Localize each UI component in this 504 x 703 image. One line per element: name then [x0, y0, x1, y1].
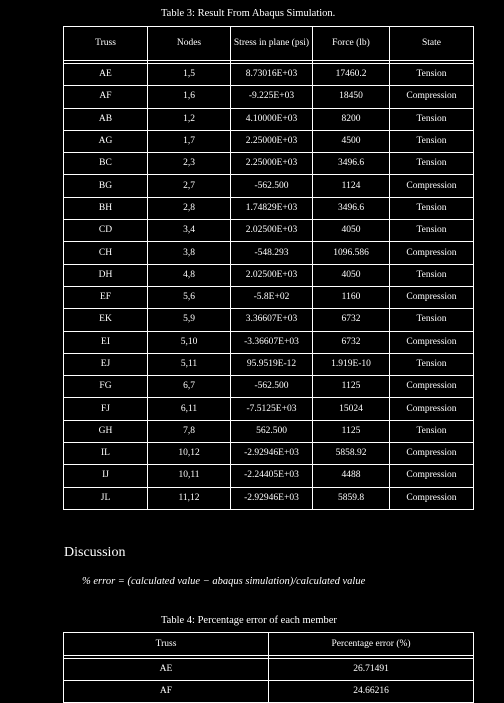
cell-nodes: 1,7 [148, 130, 231, 152]
cell-nodes: 2,3 [148, 153, 231, 175]
cell-state: Compression [390, 398, 474, 420]
table-row [64, 175, 474, 197]
cell-nodes: 3,8 [148, 242, 231, 264]
abaqus-results-table [63, 26, 474, 510]
cell-nodes: 1,5 [148, 64, 231, 86]
percent-error-formula: % error = (calculated value − abaqus simulation)/calculated value [82, 576, 366, 587]
cell-stress: 3.36607E+03 [231, 309, 313, 331]
cell-truss: DH [64, 264, 148, 286]
cell-force: 6732 [313, 331, 390, 353]
table-row [64, 681, 474, 703]
cell-truss: AE [64, 659, 269, 681]
percentage-error-table [63, 632, 474, 703]
cell-state: Tension [390, 153, 474, 175]
table-row [64, 465, 474, 487]
cell-truss: IJ [64, 465, 148, 487]
cell-force: 3496.6 [313, 153, 390, 175]
header-percentage-error: Percentage error (%) [269, 633, 474, 656]
cell-force: 6732 [313, 309, 390, 331]
cell-truss: BH [64, 197, 148, 219]
cell-force: 1125 [313, 376, 390, 398]
table-row [64, 86, 474, 108]
cell-truss: CH [64, 242, 148, 264]
cell-stress: 8.73016E+03 [231, 64, 313, 86]
cell-stress: 2.02500E+03 [231, 220, 313, 242]
cell-force: 4050 [313, 220, 390, 242]
cell-truss: IL [64, 443, 148, 465]
cell-stress: -7.5125E+03 [231, 398, 313, 420]
cell-percentage-error: 26.71491 [269, 659, 474, 681]
cell-truss: FJ [64, 398, 148, 420]
table-row [64, 353, 474, 375]
cell-force: 1.919E-10 [313, 353, 390, 375]
header-truss: Truss [64, 633, 269, 656]
table-row [64, 443, 474, 465]
cell-truss: JL [64, 487, 148, 509]
cell-state: Tension [390, 108, 474, 130]
table-row [64, 264, 474, 286]
cell-nodes: 5,6 [148, 286, 231, 308]
cell-stress: -5.8E+02 [231, 286, 313, 308]
cell-stress: 562.500 [231, 420, 313, 442]
cell-nodes: 6,11 [148, 398, 231, 420]
table-row [64, 420, 474, 442]
cell-force: 4488 [313, 465, 390, 487]
cell-stress: -562.500 [231, 175, 313, 197]
cell-force: 1096.586 [313, 242, 390, 264]
cell-state: Compression [390, 286, 474, 308]
table-row [64, 376, 474, 398]
cell-force: 3496.6 [313, 197, 390, 219]
cell-nodes: 6,7 [148, 376, 231, 398]
cell-stress: 2.25000E+03 [231, 153, 313, 175]
cell-nodes: 1,6 [148, 86, 231, 108]
cell-truss: FG [64, 376, 148, 398]
cell-state: Tension [390, 220, 474, 242]
cell-state: Tension [390, 130, 474, 152]
cell-state: Compression [390, 331, 474, 353]
cell-stress: 4.10000E+03 [231, 108, 313, 130]
table-row [64, 286, 474, 308]
cell-force: 8200 [313, 108, 390, 130]
table-row [64, 220, 474, 242]
table-row [64, 242, 474, 264]
table-row [64, 130, 474, 152]
table4-caption: Table 4: Percentage error of each member [161, 615, 337, 626]
cell-nodes: 2,7 [148, 175, 231, 197]
cell-force: 17460.2 [313, 64, 390, 86]
cell-truss: EJ [64, 353, 148, 375]
cell-stress: 1.74829E+03 [231, 197, 313, 219]
cell-state: Tension [390, 264, 474, 286]
cell-state: Compression [390, 86, 474, 108]
table-row [64, 398, 474, 420]
discussion-heading: Discussion [64, 545, 126, 560]
cell-force: 1160 [313, 286, 390, 308]
header-truss: Truss [64, 27, 148, 61]
cell-force: 5859.8 [313, 487, 390, 509]
cell-nodes: 11,12 [148, 487, 231, 509]
cell-state: Compression [390, 376, 474, 398]
header-state: State [390, 27, 474, 61]
cell-stress: -2.24405E+03 [231, 465, 313, 487]
cell-stress: 2.02500E+03 [231, 264, 313, 286]
cell-state: Tension [390, 420, 474, 442]
cell-truss: GH [64, 420, 148, 442]
cell-nodes: 5,11 [148, 353, 231, 375]
cell-nodes: 4,8 [148, 264, 231, 286]
cell-state: Compression [390, 175, 474, 197]
cell-stress: -2.92946E+03 [231, 443, 313, 465]
table-row [64, 197, 474, 219]
cell-state: Compression [390, 487, 474, 509]
cell-state: Tension [390, 197, 474, 219]
cell-nodes: 10,11 [148, 465, 231, 487]
cell-truss: EF [64, 286, 148, 308]
cell-truss: BG [64, 175, 148, 197]
cell-state: Tension [390, 353, 474, 375]
cell-force: 1124 [313, 175, 390, 197]
cell-stress: -548.293 [231, 242, 313, 264]
cell-truss: BC [64, 153, 148, 175]
table-row [64, 108, 474, 130]
table3-header-row [64, 27, 474, 61]
table4-header-row [64, 633, 474, 656]
cell-force: 4500 [313, 130, 390, 152]
cell-nodes: 5,10 [148, 331, 231, 353]
cell-stress: 2.25000E+03 [231, 130, 313, 152]
cell-truss: AF [64, 681, 269, 703]
table-row [64, 331, 474, 353]
cell-force: 5858.92 [313, 443, 390, 465]
header-force: Force (lb) [313, 27, 390, 61]
cell-nodes: 1,2 [148, 108, 231, 130]
table-row [64, 659, 474, 681]
cell-truss: EI [64, 331, 148, 353]
cell-truss: CD [64, 220, 148, 242]
cell-nodes: 7,8 [148, 420, 231, 442]
cell-nodes: 10,12 [148, 443, 231, 465]
cell-force: 18450 [313, 86, 390, 108]
cell-truss: AE [64, 64, 148, 86]
cell-force: 4050 [313, 264, 390, 286]
cell-state: Compression [390, 465, 474, 487]
table-row [64, 153, 474, 175]
table-row [64, 309, 474, 331]
cell-stress: -3.36607E+03 [231, 331, 313, 353]
cell-nodes: 5,9 [148, 309, 231, 331]
table3-caption: Table 3: Result From Abaqus Simulation. [161, 8, 336, 19]
header-stress: Stress in plane (psi) [231, 27, 313, 61]
cell-stress: -9.225E+03 [231, 86, 313, 108]
cell-truss: AB [64, 108, 148, 130]
cell-stress: -2.92946E+03 [231, 487, 313, 509]
cell-state: Tension [390, 309, 474, 331]
table-row [64, 64, 474, 86]
header-nodes: Nodes [148, 27, 231, 61]
cell-truss: AF [64, 86, 148, 108]
cell-stress: -562.500 [231, 376, 313, 398]
cell-nodes: 3,4 [148, 220, 231, 242]
cell-state: Tension [390, 64, 474, 86]
cell-truss: AG [64, 130, 148, 152]
cell-truss: EK [64, 309, 148, 331]
cell-percentage-error: 24.66216 [269, 681, 474, 703]
cell-force: 1125 [313, 420, 390, 442]
cell-state: Compression [390, 443, 474, 465]
table-row [64, 487, 474, 509]
cell-state: Compression [390, 242, 474, 264]
cell-stress: 95.9519E-12 [231, 353, 313, 375]
cell-nodes: 2,8 [148, 197, 231, 219]
cell-force: 15024 [313, 398, 390, 420]
